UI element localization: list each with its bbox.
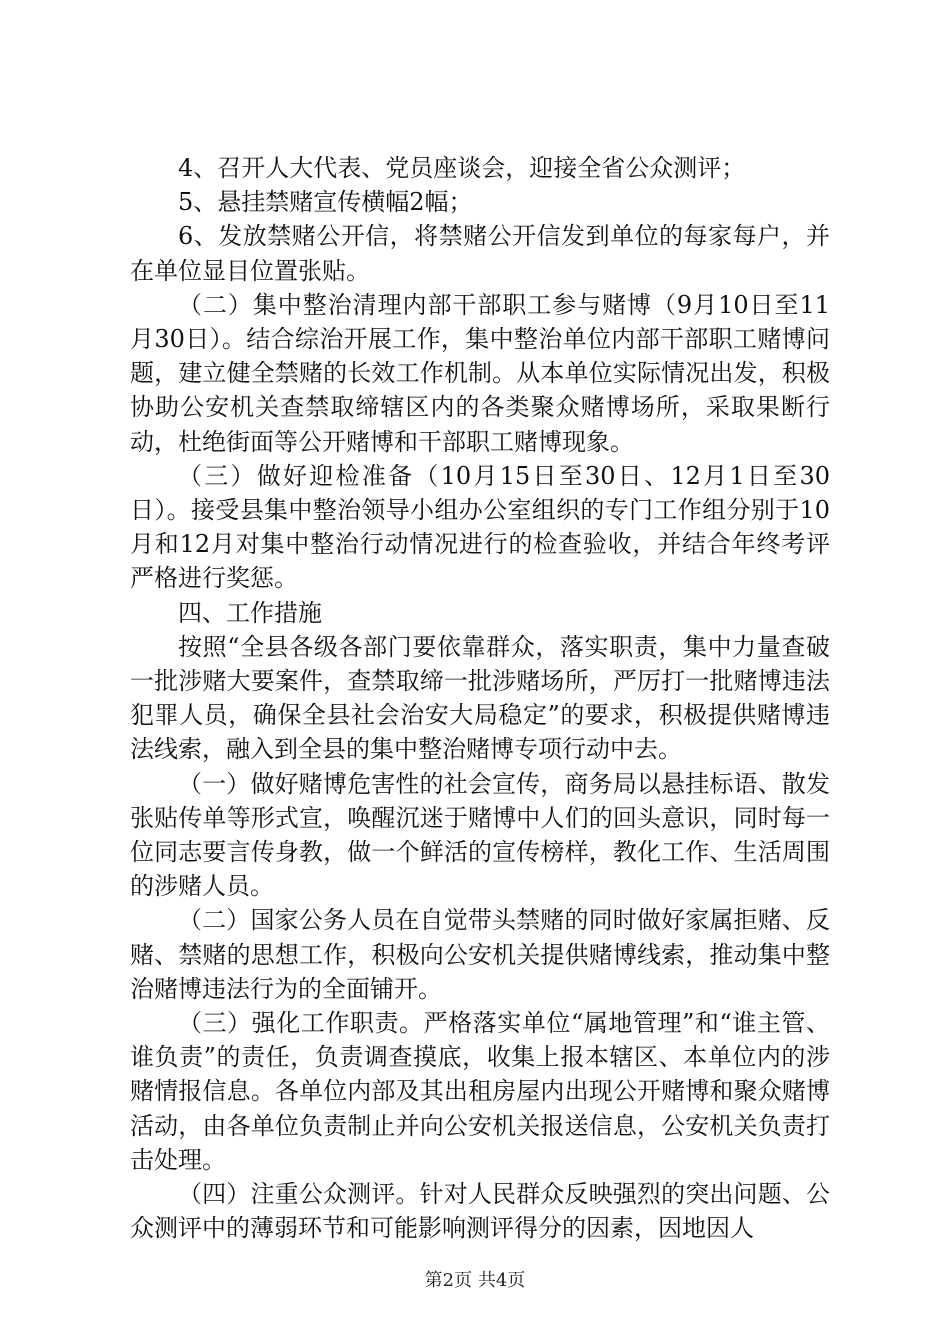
measure-2-paragraph: （二）国家公务人员在自觉带头禁赌的同时做好家属拒赌、反赌、禁赌的思想工作，积极向公安机关提供赌博线索，推动集中整治赌博违法行为的全面铺开。 — [130, 906, 830, 1003]
measure-1-paragraph: （一）做好赌博危害性的社会宣传，商务局以悬挂标语、散发张贴传单等形式宣，唤醒沉迷于赌博中人们的回头意识，同时每一位同志要言传身教，做一个鲜活的宣传榜样，教化工作、生活周围的涉赌人员。 — [130, 769, 830, 901]
list-item-6: 6、发放禁赌公开信，将禁赌公开信发到单位的每家每户，并在单位显目位置张贴。 — [130, 222, 830, 285]
list-item-4: 4、召开人大代表、党员座谈会，迎接全省公众测评； — [178, 154, 746, 182]
list-item-5: 5、悬挂禁赌宣传横幅2幅； — [178, 188, 473, 217]
section-2-paragraph: （二）集中整治清理内部干部职工参与赌博（9月10日至11月30日）。结合综治开展工作，集中整治单位内部干部职工赌博问题，建立健全禁赌的长效工作机制。从本单位实际情况出发，积极协助公安机关查禁取缔辖区内的各类聚众赌博场所，采取果断行动，杜绝街面等公开赌博和干部职工赌博现象。 — [130, 290, 830, 456]
measure-4-paragraph: （四）注重公众测评。针对人民群众反映强烈的突出问题、公众测评中的薄弱环节和可能影响测评得分的因素，因地因人 — [130, 1180, 830, 1243]
measures-intro-paragraph: 按照“全县各级各部门要依靠群众，落实职责，集中力量查破一批涉赌大要案件，查禁取缔一批涉赌场所，严厉打一批赌博违法犯罪人员，确保全县社会治安大局稳定”的要求，积极提供赌博违法线索，融入到全县的集中整治赌博专项行动中去。 — [130, 632, 830, 764]
document-body — [130, 151, 830, 1246]
page-footer: 第2页 共4页 — [424, 1270, 526, 1291]
section-3-paragraph: （三）做好迎检准备（10月15日至30日、12月1日至30日）。接受县集中整治领导小组办公室组织的专门工作组分别于10月和12月对集中整治行动情况进行的检查验收，并结合年终考评严格进行奖惩。 — [130, 461, 830, 593]
measure-3-paragraph: （三）强化工作职责。严格落实单位“属地管理”和“谁主管、谁负责”的责任，负责调查摸底，收集上报本辖区、本单位内的涉赌情报信息。各单位内部及其出租房屋内出现公开赌博和聚众赌博活动，由各单位负责制止并向公安机关报送信息，公安机关负责打击处理。 — [130, 1009, 830, 1174]
section-heading-measures: 四、工作措施 — [178, 598, 322, 627]
